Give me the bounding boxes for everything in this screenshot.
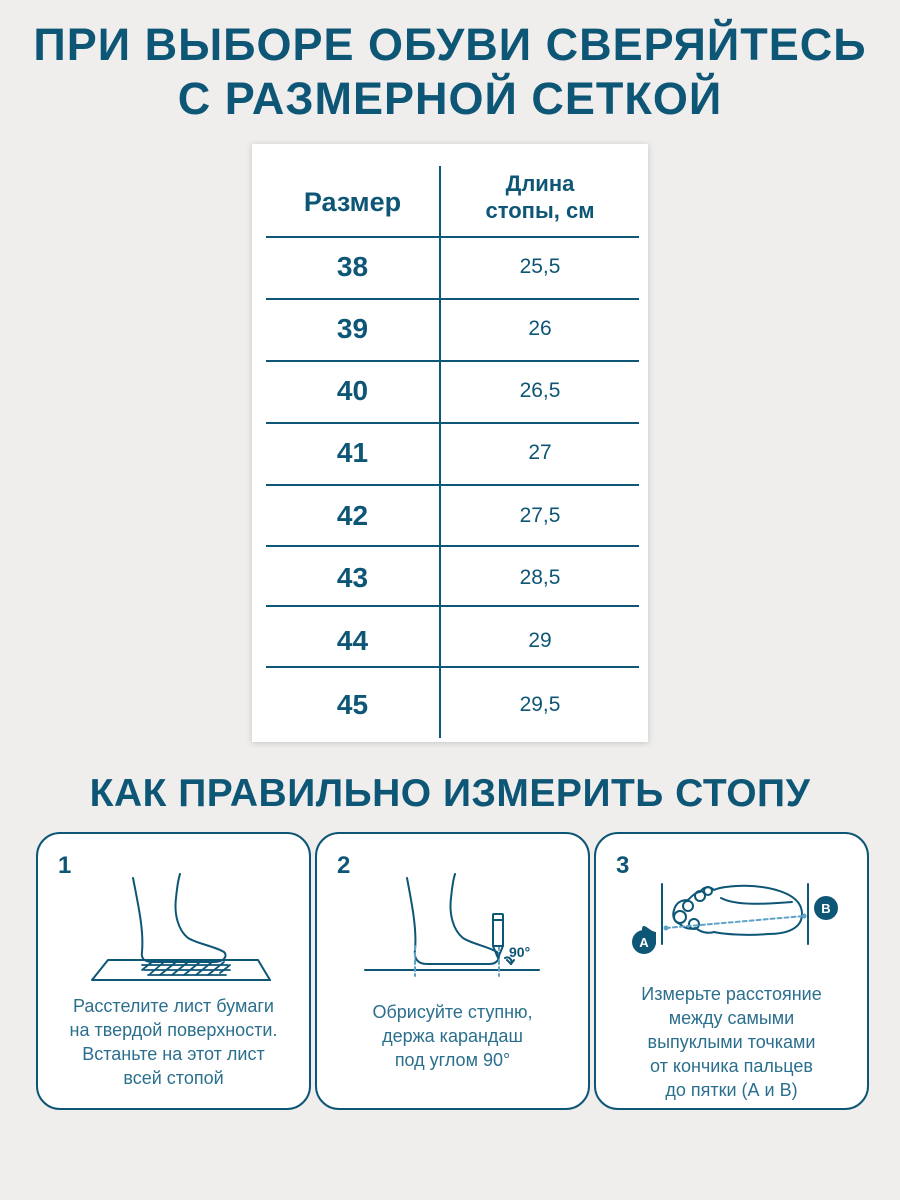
angle-label: 90°: [509, 944, 531, 960]
step-text-line: от кончика пальцев: [650, 1056, 813, 1076]
step-text-line: Встаньте на этот лист: [82, 1044, 265, 1064]
column-header-length-line-2: стопы, см: [485, 198, 595, 223]
step-text-line: Расстелите лист бумаги: [72, 996, 274, 1016]
foot-on-paper-icon: [38, 834, 313, 994]
foot-measure-icon: [596, 834, 871, 994]
table-row: [266, 486, 639, 546]
step-text-line: Обрисуйте ступню,: [372, 1002, 533, 1022]
table-row: [266, 361, 639, 421]
step-card-1: [36, 832, 311, 1110]
section-title: КАК ПРАВИЛЬНО ИЗМЕРИТЬ СТОПУ: [89, 772, 811, 815]
step-text-line: на твердой поверхности.: [69, 1020, 278, 1040]
length-cell: 27,5: [519, 504, 561, 527]
size-table: [252, 144, 648, 742]
foot-pencil-trace-icon: [317, 834, 592, 994]
table-divider: [266, 605, 639, 607]
size-cell: 43: [336, 562, 369, 593]
table-divider: [266, 666, 639, 668]
table-row: [266, 611, 639, 671]
length-cell: 29,5: [519, 693, 561, 716]
step-text-line: Измерьте расстояние: [641, 984, 822, 1004]
length-cell: 26: [528, 317, 552, 340]
step-text-line: всей стопой: [123, 1068, 224, 1088]
page-title: [0, 18, 900, 126]
size-cell: 40: [336, 375, 369, 406]
length-cell: 27: [528, 441, 552, 464]
step-number: 3: [616, 852, 630, 879]
column-header-length: [441, 170, 639, 224]
length-cell: 28,5: [519, 566, 561, 589]
step-text-line: держа карандаш: [382, 1026, 523, 1046]
length-cell: 26,5: [519, 379, 561, 402]
table-row: [266, 675, 639, 735]
step-card-2: [315, 832, 590, 1110]
step-description: [52, 994, 295, 1090]
step-description: [610, 982, 853, 1102]
step-text-line: между самыми: [668, 1008, 795, 1028]
size-cell: 44: [336, 625, 369, 656]
length-cell: 25,5: [519, 255, 561, 278]
point-a-label: A: [639, 935, 649, 950]
size-cell: 38: [336, 251, 369, 282]
size-cell: 41: [336, 437, 369, 468]
step-card-3: [594, 832, 869, 1110]
table-row: [266, 237, 639, 297]
step-number: 1: [58, 852, 72, 879]
step-text-line: выпуклыми точками: [647, 1032, 816, 1052]
title-line-1: ПРИ ВЫБОРЕ ОБУВИ СВЕРЯЙТЕСЬ: [33, 19, 867, 70]
length-cell: 29: [528, 629, 552, 652]
column-header-size: Размер: [303, 187, 402, 217]
step-text-line: до пятки (А и В): [665, 1080, 798, 1100]
table-row: [266, 299, 639, 359]
table-divider: [266, 545, 639, 547]
table-row: [266, 423, 639, 483]
size-cell: 45: [336, 689, 369, 720]
step-number: 2: [337, 852, 351, 879]
size-cell: 39: [336, 313, 369, 344]
table-row: [266, 548, 639, 608]
point-b-label: B: [821, 901, 831, 916]
step-description: [331, 1000, 574, 1072]
column-header-length-line-1: Длина: [505, 171, 575, 196]
step-text-line: под углом 90°: [394, 1050, 511, 1070]
title-line-2: С РАЗМЕРНОЙ СЕТКОЙ: [177, 73, 723, 124]
size-cell: 42: [336, 500, 369, 531]
